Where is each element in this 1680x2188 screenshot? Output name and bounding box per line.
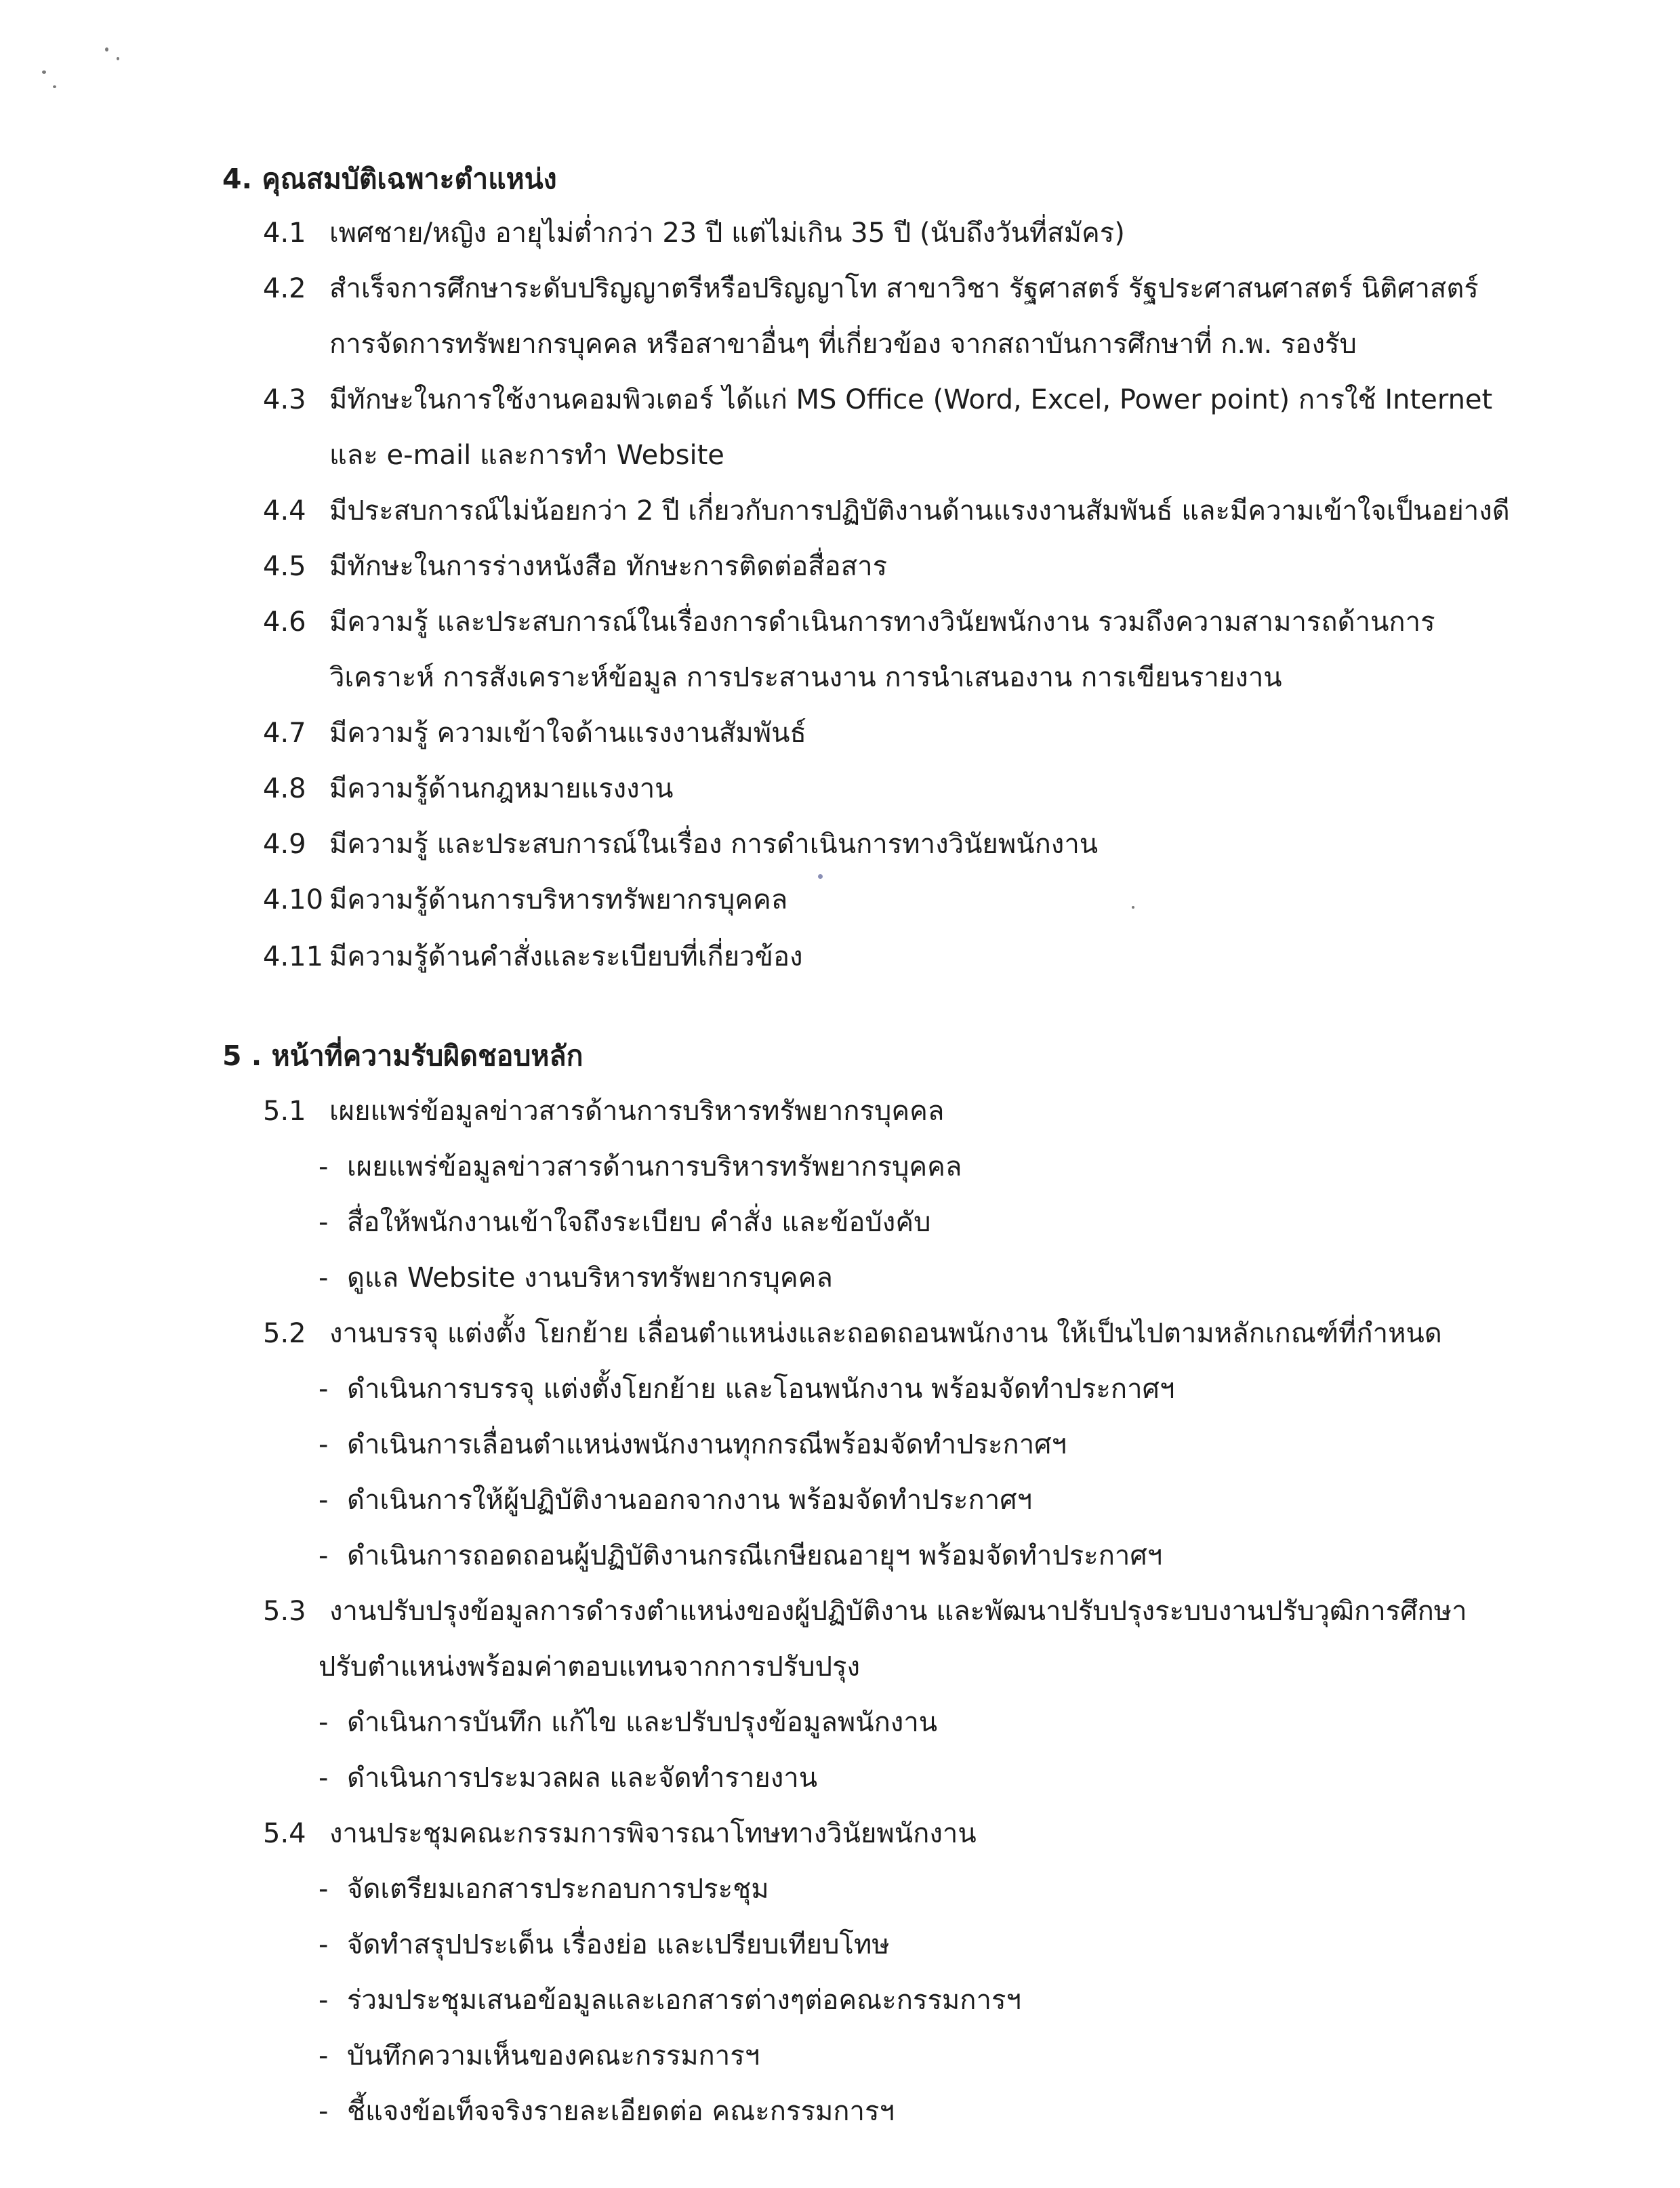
bullet-item bbox=[319, 1148, 962, 1189]
bullet-text: ดำเนินการประมวลผล และจัดทำรายงาน bbox=[347, 1762, 818, 1794]
item-number: 4.10 bbox=[263, 884, 324, 915]
item-text-continued: การจัดการทรัพยากรบุคคล หรือสาขาอื่นๆ ที่เกี่ยวข้อง จากสถาบันการศึกษาที่ ก.พ. รองรับ bbox=[329, 329, 1357, 360]
item-number: 4.1 bbox=[263, 218, 306, 249]
scan-speck bbox=[105, 47, 108, 51]
scan-speck bbox=[42, 70, 46, 74]
bullet-text: ดำเนินการเลื่อนตำแหน่งพนักงานทุกกรณีพร้อมจัดทำประกาศฯ bbox=[347, 1429, 1067, 1460]
item-text-continued: วิเคราะห์ การสังเคราะห์ข้อมูล การประสานงาน การนำเสนองาน การเขียนรายงาน bbox=[329, 662, 1282, 693]
item-text: มีความรู้ ความเข้าใจด้านแรงงานสัมพันธ์ bbox=[329, 718, 806, 749]
dash-marker: - bbox=[319, 1429, 329, 1460]
item-text-continued: และ e-mail และการทำ Website bbox=[329, 440, 724, 471]
bullet-text: ดำเนินการให้ผู้ปฏิบัติงานออกจากงาน พร้อมจัดทำประกาศฯ bbox=[347, 1485, 1033, 1516]
scan-speck bbox=[1132, 906, 1134, 909]
list-item bbox=[263, 381, 1492, 421]
item-number: 4.7 bbox=[263, 718, 306, 749]
item-text: สำเร็จการศึกษาระดับปริญญาตรีหรือปริญญาโท สาขาวิชา รัฐศาสตร์ รัฐประศาสนศาสตร์ นิติศาสตร์ bbox=[329, 273, 1479, 304]
item-text: มีความรู้ และประสบการณ์ในเรื่องการดำเนินการทางวินัยพนักงาน รวมถึงความสามารถด้านการ bbox=[329, 606, 1435, 638]
item-text: เพศชาย/หญิง อายุไม่ต่ำกว่า 23 ปี แต่ไม่เกิน 35 ปี (นับถึงวันที่สมัคร) bbox=[329, 218, 1125, 249]
bullet-text: ดำเนินการบรรจุ แต่งตั้งโยกย้าย และโอนพนักงาน พร้อมจัดทำประกาศฯ bbox=[347, 1374, 1175, 1405]
dash-marker: - bbox=[319, 1762, 329, 1794]
bullet-text: เผยแพร่ข้อมูลข่าวสารด้านการบริหารทรัพยากรบุคคล bbox=[347, 1151, 962, 1182]
list-item bbox=[263, 938, 803, 978]
item-number: 4.5 bbox=[263, 551, 306, 582]
bullet-text: บันทึกความเห็นของคณะกรรมการฯ bbox=[347, 2040, 760, 2071]
dash-marker: - bbox=[319, 1929, 329, 1960]
list-item bbox=[263, 1592, 1467, 1633]
list-item bbox=[263, 603, 1435, 644]
list-item bbox=[263, 714, 806, 755]
list-item bbox=[263, 270, 1479, 310]
list-item bbox=[263, 492, 1510, 533]
bullet-item bbox=[319, 1481, 1032, 1522]
list-item bbox=[263, 214, 1125, 255]
item-text-continued: ปรับตำแหน่งพร้อมค่าตอบแทนจากการปรับปรุง bbox=[319, 1651, 861, 1683]
item-text: มีความรู้ด้านการบริหารทรัพยากรบุคคล bbox=[329, 884, 788, 915]
item-text: เผยแพร่ข้อมูลข่าวสารด้านการบริหารทรัพยากรบุคคล bbox=[329, 1096, 945, 1127]
section-5-heading: 5 . หน้าที่ความรับผิดชอบหลัก bbox=[222, 1039, 583, 1072]
bullet-text: ร่วมประชุมเสนอข้อมูลและเอกสารต่างๆต่อคณะกรรมการฯ bbox=[347, 1985, 1021, 2016]
list-item bbox=[263, 1815, 977, 1855]
item-number: 4.11 bbox=[263, 941, 324, 972]
scan-speck bbox=[53, 85, 56, 88]
item-text: งานบรรจุ แต่งตั้ง โยกย้าย เลื่อนตำแหน่งและถอดถอนพนักงาน ให้เป็นไปตามหลักเกณฑ์ที่กำหนด bbox=[329, 1318, 1442, 1349]
bullet-text: สื่อให้พนักงานเข้าใจถึงระเบียบ คำสั่ง และข้อบังคับ bbox=[347, 1207, 931, 1238]
dash-marker: - bbox=[319, 1262, 329, 1294]
item-text: มีความรู้ และประสบการณ์ในเรื่อง การดำเนินการทางวินัยพนักงาน bbox=[329, 829, 1099, 860]
list-item bbox=[263, 1315, 1442, 1355]
item-text: มีประสบการณ์ไม่น้อยกว่า 2 ปี เกี่ยวกับการปฏิบัติงานด้านแรงงานสัมพันธ์ และมีความเข้าใจเป็นอย่างดี bbox=[329, 495, 1510, 527]
bullet-item bbox=[319, 1759, 817, 1800]
list-item bbox=[263, 1092, 944, 1133]
list-item bbox=[263, 825, 1098, 866]
bullet-item bbox=[319, 1370, 1174, 1411]
bullet-item bbox=[319, 2037, 760, 2078]
list-item bbox=[263, 881, 787, 922]
dash-marker: - bbox=[319, 1707, 329, 1738]
section-4-heading: 4. คุณสมบัติเฉพาะตำแหน่ง bbox=[222, 163, 557, 195]
item-number: 4.9 bbox=[263, 829, 306, 860]
item-number: 5.1 bbox=[263, 1096, 306, 1127]
list-item bbox=[263, 770, 674, 810]
bullet-text: ดำเนินการถอดถอนผู้ปฏิบัติงานกรณีเกษียณอายุฯ พร้อมจัดทำประกาศฯ bbox=[347, 1540, 1163, 1571]
dash-marker: - bbox=[319, 2096, 329, 2127]
dash-marker: - bbox=[319, 1985, 329, 2016]
item-text: งานประชุมคณะกรรมการพิจารณาโทษทางวินัยพนักงาน bbox=[329, 1818, 977, 1849]
bullet-item bbox=[319, 1981, 1021, 2022]
bullet-item bbox=[319, 1426, 1067, 1466]
scan-speck bbox=[818, 874, 823, 879]
item-number: 5.3 bbox=[263, 1596, 306, 1627]
bullet-text: จัดเตรียมเอกสารประกอบการประชุม bbox=[347, 1874, 769, 1905]
dash-marker: - bbox=[319, 1485, 329, 1516]
bullet-item bbox=[319, 1203, 930, 1244]
item-text: มีทักษะในการร่างหนังสือ ทักษะการติดต่อสื่อสาร bbox=[329, 551, 888, 582]
bullet-item bbox=[319, 1870, 769, 1911]
bullet-item bbox=[319, 1704, 937, 1744]
item-number: 4.8 bbox=[263, 773, 306, 804]
item-number: 5.4 bbox=[263, 1818, 306, 1849]
dash-marker: - bbox=[319, 1540, 329, 1571]
item-text: มีความรู้ด้านกฎหมายแรงงาน bbox=[329, 773, 674, 804]
bullet-item bbox=[319, 1926, 890, 1966]
bullet-text: ดำเนินการบันทึก แก้ไข และปรับปรุงข้อมูลพนักงาน bbox=[347, 1707, 938, 1738]
bullet-text: ดูแล Website งานบริหารทรัพยากรบุคคล bbox=[347, 1262, 833, 1294]
bullet-text: ชี้แจงข้อเท็จจริงรายละเอียดต่อ คณะกรรมการฯ bbox=[347, 2096, 895, 2127]
bullet-text: จัดทำสรุปประเด็น เรื่องย่อ และเปรียบเทียบโทษ bbox=[347, 1929, 890, 1960]
dash-marker: - bbox=[319, 1207, 329, 1238]
dash-marker: - bbox=[319, 1151, 329, 1182]
bullet-item bbox=[319, 2092, 895, 2133]
item-number: 4.4 bbox=[263, 495, 306, 527]
scan-speck bbox=[117, 57, 119, 60]
dash-marker: - bbox=[319, 2040, 329, 2071]
item-text: มีทักษะในการใช้งานคอมพิวเตอร์ ได้แก่ MS Office (Word, Excel, Power point) การใช้ Internet bbox=[329, 384, 1493, 415]
dash-marker: - bbox=[319, 1374, 329, 1405]
bullet-item bbox=[319, 1259, 833, 1300]
dash-marker: - bbox=[319, 1874, 329, 1905]
item-number: 4.6 bbox=[263, 606, 306, 638]
list-item bbox=[263, 548, 887, 588]
item-number: 4.3 bbox=[263, 384, 306, 415]
item-number: 4.2 bbox=[263, 273, 306, 304]
bullet-item bbox=[319, 1537, 1162, 1577]
item-number: 5.2 bbox=[263, 1318, 306, 1349]
item-text: งานปรับปรุงข้อมูลการดำรงตำแหน่งของผู้ปฏิบัติงาน และพัฒนาปรับปรุงระบบงานปรับวุฒิการศึกษา bbox=[329, 1596, 1467, 1627]
item-text: มีความรู้ด้านคำสั่งและระเบียบที่เกี่ยวข้อง bbox=[329, 941, 803, 972]
